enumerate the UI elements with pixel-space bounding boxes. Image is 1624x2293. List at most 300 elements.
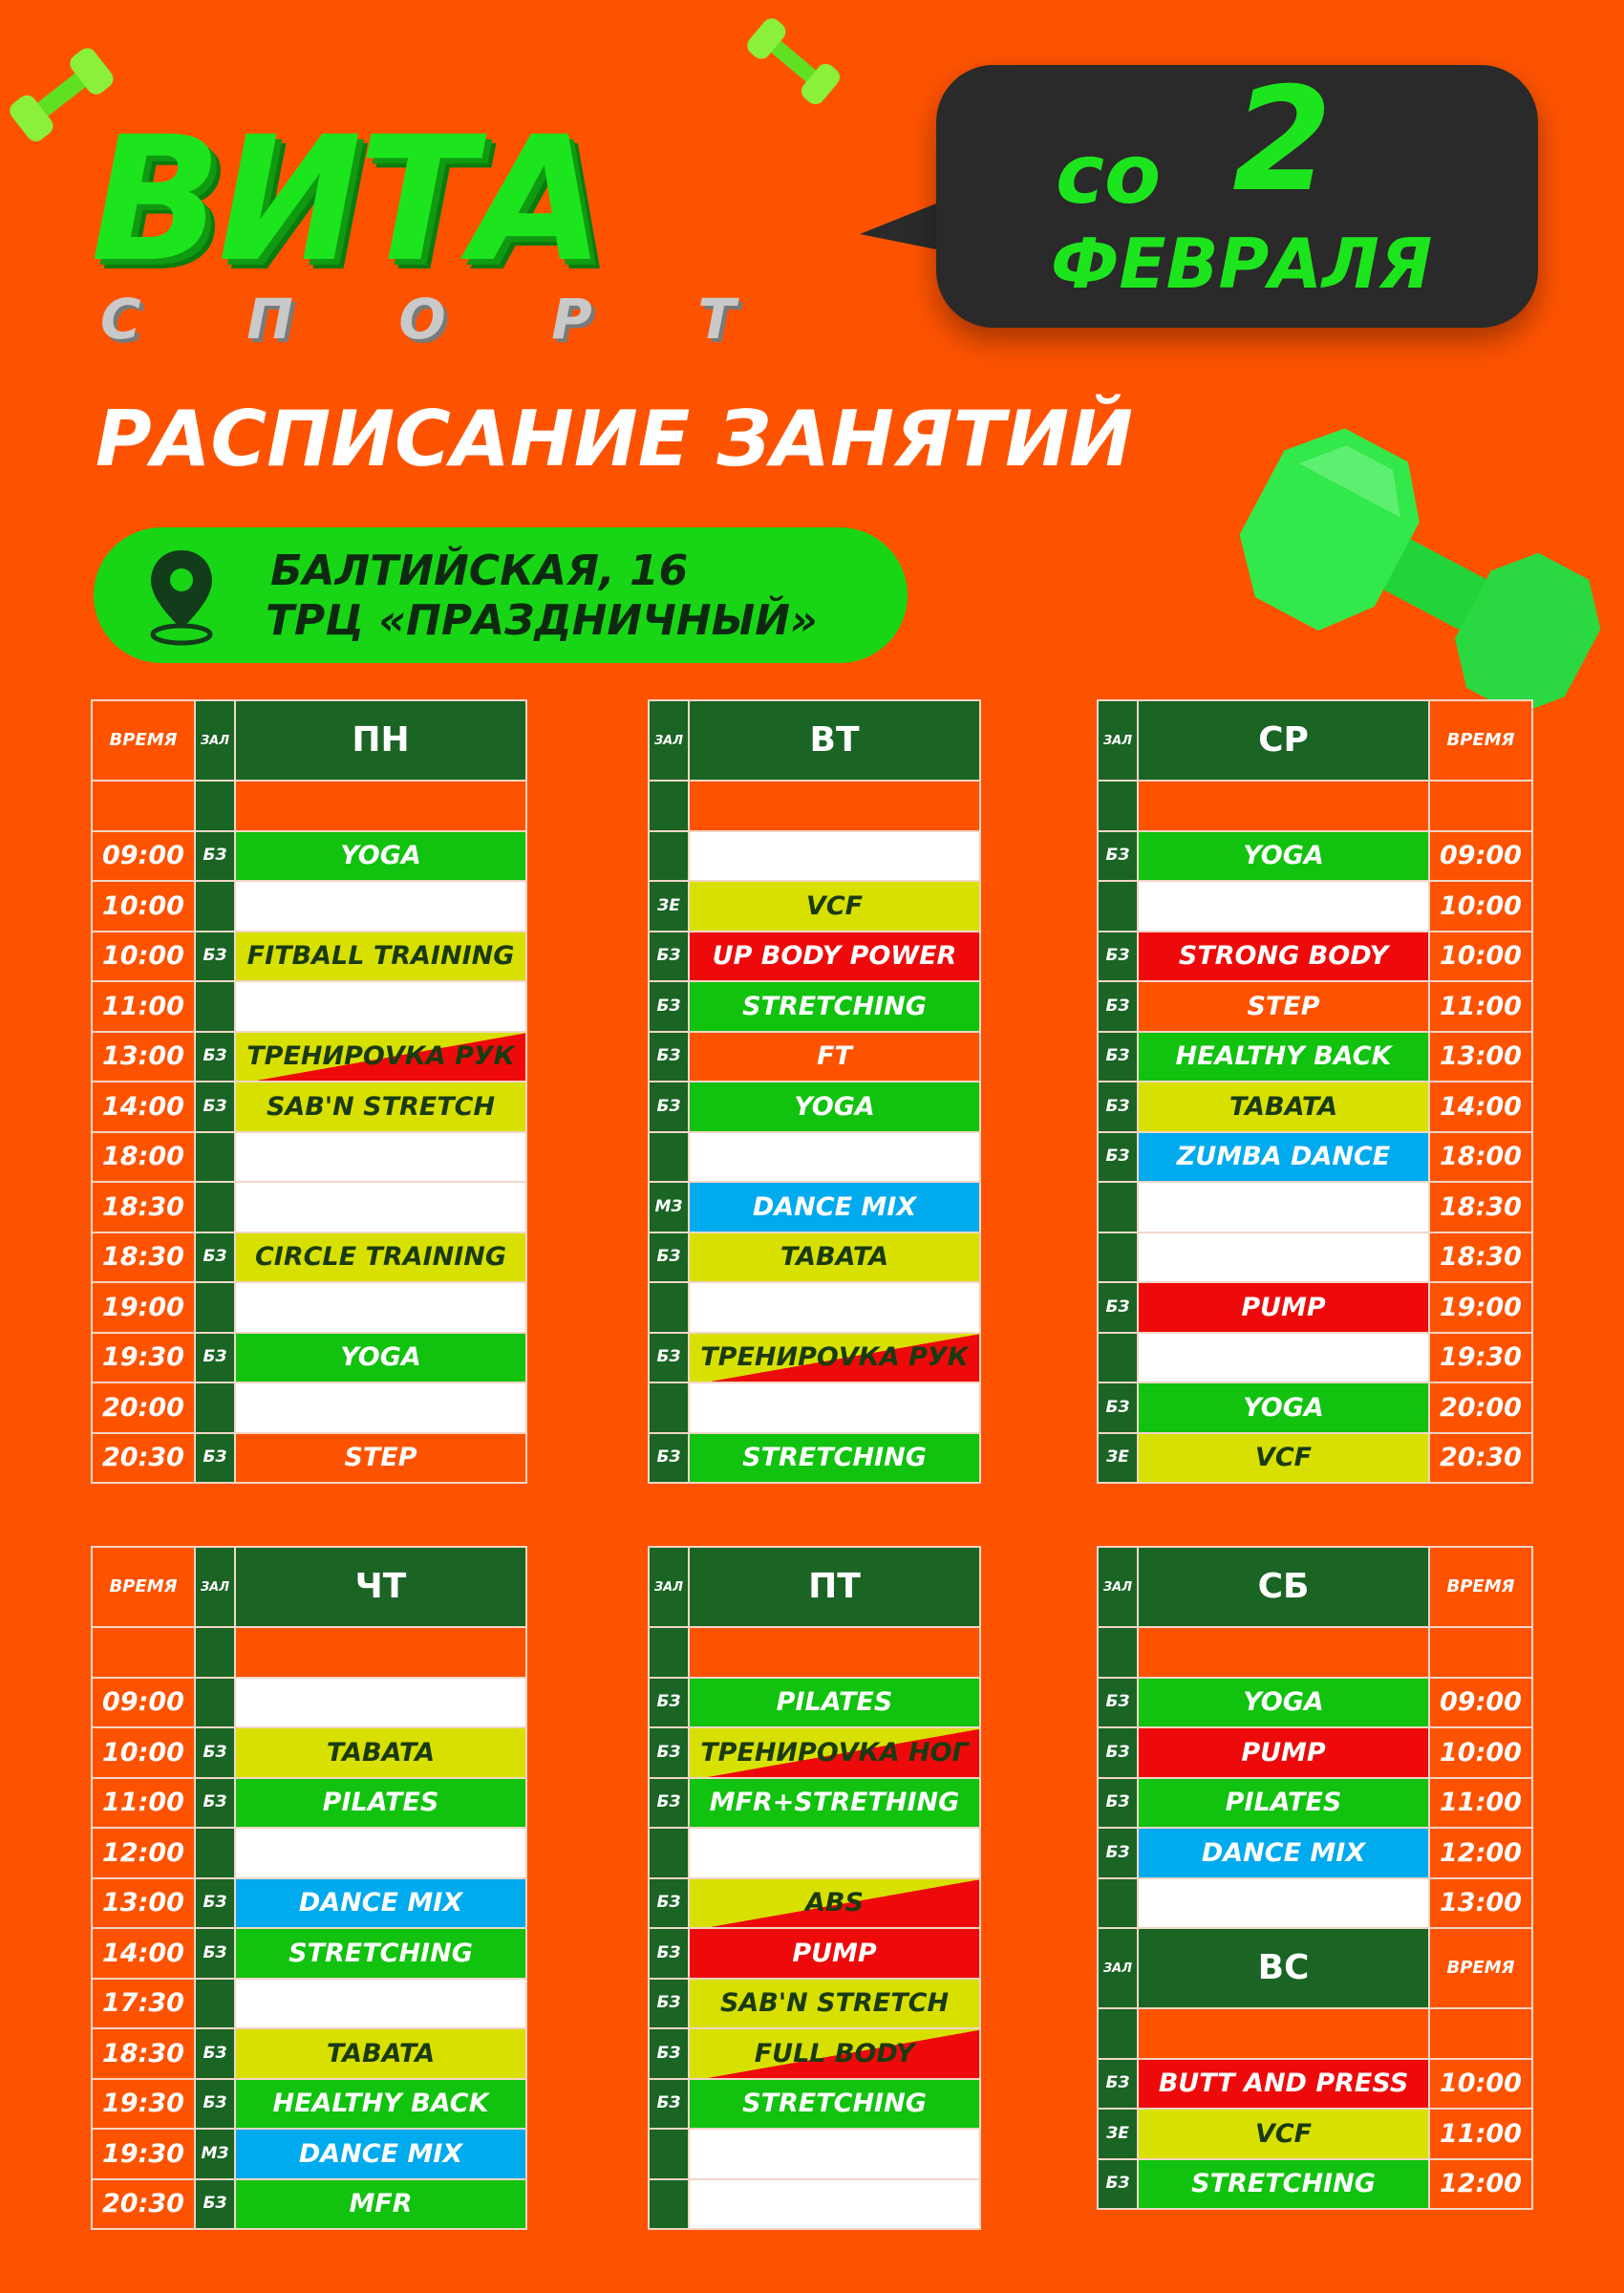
hall-cell: БЗ — [649, 1979, 689, 2029]
hall-cell — [195, 1627, 235, 1678]
time-column-label: ВРЕМЯ — [92, 700, 195, 781]
hall-cell: БЗ — [195, 1082, 235, 1132]
schedule-row — [649, 1433, 980, 1484]
class-cell — [1138, 1182, 1429, 1232]
class-cell: YOGA — [689, 1082, 980, 1132]
schedule-row — [92, 831, 526, 882]
time-cell: 10:00 — [92, 881, 195, 932]
class-cell: STRONG BODY — [1138, 932, 1429, 982]
class-cell — [235, 1382, 526, 1433]
time-cell: 18:30 — [1429, 1182, 1532, 1232]
class-cell: TABATA — [1138, 1082, 1429, 1132]
time-cell: 12:00 — [1429, 2159, 1532, 2210]
time-cell: 20:30 — [1429, 1433, 1532, 1484]
time-cell — [1429, 1627, 1532, 1678]
schedule-row — [649, 1382, 980, 1433]
schedule-row — [92, 1727, 526, 1778]
class-cell: ТРЕНИРОVКА РУК — [235, 1032, 526, 1082]
time-cell: 09:00 — [92, 1678, 195, 1728]
schedule-row — [92, 1182, 526, 1232]
logo-sport-letter: П — [246, 287, 293, 352]
time-cell: 13:00 — [1429, 1032, 1532, 1082]
schedule-row — [92, 2129, 526, 2179]
hall-cell: БЗ — [1098, 1678, 1138, 1728]
class-cell — [689, 1828, 980, 1878]
class-cell: FULL BODY — [689, 2028, 980, 2079]
time-column-label: ВРЕМЯ — [1429, 700, 1532, 781]
hall-cell — [195, 981, 235, 1032]
time-cell: 19:30 — [92, 1333, 195, 1383]
class-cell — [235, 1182, 526, 1232]
time-cell: 18:30 — [92, 1182, 195, 1232]
time-cell — [1429, 781, 1532, 831]
class-cell — [689, 1627, 980, 1678]
schedule-row — [92, 1928, 526, 1979]
class-cell: UP BODY POWER — [689, 932, 980, 982]
hall-cell: БЗ — [1098, 831, 1138, 882]
hall-cell — [195, 1132, 235, 1183]
schedule-row — [1098, 1828, 1532, 1878]
hall-cell: БЗ — [649, 1082, 689, 1132]
time-column-label: ВРЕМЯ — [92, 1547, 195, 1627]
hall-cell — [649, 1627, 689, 1678]
hall-cell: БЗ — [649, 1878, 689, 1929]
hall-cell: ЗЕ — [1098, 2109, 1138, 2159]
time-cell — [92, 781, 195, 831]
class-cell: ZUMBA DANCE — [1138, 1132, 1429, 1183]
time-cell: 17:30 — [92, 1979, 195, 2029]
time-column-label: ВРЕМЯ — [1429, 1928, 1532, 2008]
time-cell: 20:30 — [92, 2179, 195, 2230]
class-cell: DANCE MIX — [235, 1878, 526, 1929]
class-cell: SAB'N STRETCH — [689, 1979, 980, 2029]
class-cell — [689, 1282, 980, 1333]
schedule-row — [92, 1828, 526, 1878]
schedule-thursday — [91, 1546, 527, 2230]
class-cell: FITBALL TRAINING — [235, 932, 526, 982]
time-column-label: ВРЕМЯ — [1429, 1547, 1532, 1627]
hall-cell: БЗ — [1098, 1082, 1138, 1132]
class-cell: YOGA — [1138, 831, 1429, 882]
hall-cell: БЗ — [1098, 1132, 1138, 1183]
day-header: СБ — [1138, 1547, 1429, 1627]
hall-cell: БЗ — [649, 1433, 689, 1484]
hall-cell — [1098, 1333, 1138, 1383]
schedule-row — [92, 1232, 526, 1283]
class-cell: ТРЕНИРОVКА РУК — [689, 1333, 980, 1383]
time-cell: 10:00 — [1429, 2059, 1532, 2110]
class-cell: HEALTHY BACK — [235, 2079, 526, 2130]
logo-sport-letter: С — [100, 287, 141, 352]
time-cell: 10:00 — [92, 932, 195, 982]
class-cell: VCF — [689, 881, 980, 932]
hall-cell: БЗ — [195, 1727, 235, 1778]
hall-cell — [1098, 1627, 1138, 1678]
hall-cell: БЗ — [1098, 981, 1138, 1032]
hall-cell: МЗ — [195, 2129, 235, 2179]
time-cell: 10:00 — [92, 1727, 195, 1778]
schedule-row — [92, 1132, 526, 1183]
schedule-row — [649, 1132, 980, 1183]
hall-cell: ЗЕ — [649, 881, 689, 932]
schedule-row — [92, 1282, 526, 1333]
hall-column-label: ЗАЛ — [1098, 700, 1138, 781]
time-cell: 18:30 — [92, 2028, 195, 2079]
schedule-row — [649, 981, 980, 1032]
hall-cell — [195, 1182, 235, 1232]
class-cell: MFR — [235, 2179, 526, 2230]
hall-cell: БЗ — [1098, 2059, 1138, 2110]
schedule-row — [92, 1082, 526, 1132]
schedule-row — [92, 1878, 526, 1929]
hall-cell — [1098, 1878, 1138, 1929]
schedule-row — [649, 881, 980, 932]
bubble-prefix: со — [1056, 127, 1162, 223]
class-cell: YOGA — [235, 831, 526, 882]
time-cell: 20:00 — [92, 1382, 195, 1433]
time-cell: 09:00 — [1429, 831, 1532, 882]
class-cell — [689, 1132, 980, 1183]
hall-cell: БЗ — [195, 2179, 235, 2230]
schedule-row — [649, 1727, 980, 1778]
hall-cell — [649, 831, 689, 882]
class-cell: PUMP — [1138, 1727, 1429, 1778]
day-header: ВТ — [689, 700, 980, 781]
hall-cell — [1098, 1232, 1138, 1283]
class-cell: YOGA — [1138, 1678, 1429, 1728]
hall-cell: БЗ — [195, 1333, 235, 1383]
schedule-row — [92, 1778, 526, 1829]
class-cell — [1138, 781, 1429, 831]
class-cell: ТРЕНИРОVКА НОГ — [689, 1727, 980, 1778]
time-cell: 20:00 — [1429, 1382, 1532, 1433]
bubble-month: ФЕВРАЛЯ — [1051, 224, 1433, 304]
class-cell — [235, 1979, 526, 2029]
hall-cell — [195, 1282, 235, 1333]
hall-cell — [649, 1132, 689, 1183]
class-cell: ABS — [689, 1878, 980, 1929]
schedule-row — [1098, 1082, 1532, 1132]
time-cell: 11:00 — [92, 981, 195, 1032]
hall-cell: БЗ — [649, 2028, 689, 2079]
address-street: БАЛТИЙСКАЯ, 16 — [270, 546, 689, 595]
hall-cell: БЗ — [195, 1232, 235, 1283]
hall-cell: БЗ — [195, 831, 235, 882]
schedule-friday — [648, 1546, 981, 2230]
schedule-row — [1098, 981, 1532, 1032]
hall-cell: БЗ — [1098, 1282, 1138, 1333]
class-cell — [235, 1828, 526, 1878]
class-cell: YOGA — [235, 1333, 526, 1383]
class-cell: MFR+STRETHING — [689, 1778, 980, 1829]
hall-cell — [649, 2179, 689, 2230]
class-cell — [689, 1382, 980, 1433]
class-cell: DANCE MIX — [1138, 1828, 1429, 1878]
class-cell: STRETCHING — [689, 1433, 980, 1484]
schedule-row — [649, 1678, 980, 1728]
class-cell — [235, 1132, 526, 1183]
class-cell — [1138, 1333, 1429, 1383]
time-cell: 14:00 — [92, 1928, 195, 1979]
hall-column-label: ЗАЛ — [195, 1547, 235, 1627]
hall-cell: БЗ — [649, 932, 689, 982]
hall-cell — [195, 1382, 235, 1433]
class-cell — [689, 781, 980, 831]
schedule-row — [649, 1032, 980, 1082]
class-cell: STRETCHING — [235, 1928, 526, 1979]
class-cell: FT — [689, 1032, 980, 1082]
class-cell: STRETCHING — [689, 981, 980, 1032]
time-cell: 19:30 — [1429, 1333, 1532, 1383]
hall-cell: БЗ — [649, 1032, 689, 1082]
schedule-row — [92, 881, 526, 932]
schedule-row — [1098, 831, 1532, 882]
hall-cell: БЗ — [649, 981, 689, 1032]
hall-cell — [649, 1282, 689, 1333]
class-cell: PUMP — [689, 1928, 980, 1979]
schedule-row — [649, 781, 980, 831]
bubble-day: 2 — [1232, 57, 1333, 224]
time-cell — [92, 1627, 195, 1678]
class-cell — [1138, 1627, 1429, 1678]
hall-cell: БЗ — [195, 1778, 235, 1829]
location-pin-icon — [143, 546, 220, 647]
dumbbell-small-top-icon — [736, 10, 850, 115]
schedule-monday — [91, 699, 527, 1484]
hall-cell: БЗ — [649, 1678, 689, 1728]
class-cell: YOGA — [1138, 1382, 1429, 1433]
time-cell: 18:00 — [1429, 1132, 1532, 1183]
class-cell: PILATES — [235, 1778, 526, 1829]
hall-cell: БЗ — [195, 932, 235, 982]
class-cell: DANCE MIX — [235, 2129, 526, 2179]
schedule-row — [649, 2129, 980, 2179]
time-cell: 13:00 — [1429, 1878, 1532, 1929]
class-cell: PILATES — [689, 1678, 980, 1728]
day-header: СР — [1138, 700, 1429, 781]
time-cell: 11:00 — [92, 1778, 195, 1829]
schedule-row — [92, 981, 526, 1032]
hall-cell: БЗ — [649, 2079, 689, 2130]
class-cell — [235, 1678, 526, 1728]
logo-sport-letter: Т — [697, 287, 736, 352]
schedule-row — [649, 1182, 980, 1232]
time-cell: 10:00 — [1429, 1727, 1532, 1778]
hall-cell: БЗ — [1098, 2159, 1138, 2210]
hall-cell: БЗ — [1098, 932, 1138, 982]
time-cell: 18:30 — [1429, 1232, 1532, 1283]
schedule-row — [1098, 2109, 1532, 2159]
class-cell — [235, 981, 526, 1032]
day-header: ВС — [1138, 1928, 1429, 2008]
class-cell — [235, 781, 526, 831]
hall-cell — [195, 781, 235, 831]
time-cell: 11:00 — [1429, 981, 1532, 1032]
hall-column-label: ЗАЛ — [649, 1547, 689, 1627]
hall-cell — [195, 1828, 235, 1878]
class-cell — [689, 831, 980, 882]
class-cell: STEP — [1138, 981, 1429, 1032]
address-badge — [94, 527, 908, 663]
class-cell — [689, 2129, 980, 2179]
schedule-row — [649, 1778, 980, 1829]
class-cell: PUMP — [1138, 1282, 1429, 1333]
hall-cell: БЗ — [195, 1878, 235, 1929]
schedule-wednesday — [1097, 699, 1533, 1484]
time-cell: 11:00 — [1429, 1778, 1532, 1829]
hall-cell: БЗ — [649, 1232, 689, 1283]
time-cell: 19:00 — [1429, 1282, 1532, 1333]
hall-column-label: ЗАЛ — [1098, 1928, 1138, 2008]
schedule-row — [649, 2079, 980, 2130]
hall-cell: БЗ — [195, 2028, 235, 2079]
hall-cell — [649, 2129, 689, 2179]
class-cell: TABATA — [235, 1727, 526, 1778]
class-cell: CIRCLE TRAINING — [235, 1232, 526, 1283]
schedule-row — [649, 1333, 980, 1383]
time-cell: 11:00 — [1429, 2109, 1532, 2159]
schedule-row — [92, 2079, 526, 2130]
schedule-row — [92, 1333, 526, 1383]
hall-cell: БЗ — [1098, 1828, 1138, 1878]
schedule-row — [1098, 1282, 1532, 1333]
schedule-row — [92, 1433, 526, 1484]
schedule-row — [649, 1082, 980, 1132]
hall-cell: БЗ — [1098, 1727, 1138, 1778]
hall-cell — [649, 1828, 689, 1878]
schedule-row — [92, 932, 526, 982]
day-header: ПТ — [689, 1547, 980, 1627]
schedule-row — [1098, 2159, 1532, 2210]
schedule-row — [649, 1232, 980, 1283]
hall-cell — [649, 1382, 689, 1433]
time-cell: 19:00 — [92, 1282, 195, 1333]
schedule-row — [1098, 1678, 1532, 1728]
time-cell: 18:30 — [92, 1232, 195, 1283]
hall-cell — [195, 1678, 235, 1728]
schedule-row — [1098, 1433, 1532, 1484]
time-cell: 14:00 — [92, 1082, 195, 1132]
class-cell — [235, 1282, 526, 1333]
schedule-row — [1098, 2008, 1532, 2059]
hall-cell: БЗ — [195, 1433, 235, 1484]
class-cell: VCF — [1138, 1433, 1429, 1484]
schedule-row — [649, 2179, 980, 2230]
hall-cell — [1098, 1182, 1138, 1232]
class-cell — [689, 2179, 980, 2230]
class-cell: TABATA — [235, 2028, 526, 2079]
schedule-row — [92, 1382, 526, 1433]
schedule-row — [1098, 1032, 1532, 1082]
hall-cell: БЗ — [649, 1727, 689, 1778]
schedule-row — [92, 1032, 526, 1082]
schedule-row — [1098, 1382, 1532, 1433]
hall-cell — [1098, 781, 1138, 831]
schedule-row — [1098, 1333, 1532, 1383]
time-cell: 19:30 — [92, 2129, 195, 2179]
class-cell: PILATES — [1138, 1778, 1429, 1829]
logo-vita: ВИТА — [91, 100, 601, 300]
schedule-row — [649, 1282, 980, 1333]
time-cell: 14:00 — [1429, 1082, 1532, 1132]
hall-cell: БЗ — [195, 2079, 235, 2130]
hall-column-label: ЗАЛ — [649, 700, 689, 781]
schedule-weekend — [1097, 1546, 1533, 2210]
schedule-row — [1098, 932, 1532, 982]
time-cell: 19:30 — [92, 2079, 195, 2130]
hall-cell: БЗ — [1098, 1382, 1138, 1433]
class-cell — [1138, 2008, 1429, 2059]
time-cell: 12:00 — [92, 1828, 195, 1878]
class-cell: STRETCHING — [689, 2079, 980, 2130]
time-cell: 09:00 — [92, 831, 195, 882]
hall-cell: БЗ — [1098, 1778, 1138, 1829]
schedule-row — [92, 2179, 526, 2230]
schedule-row — [92, 1979, 526, 2029]
schedule-row — [92, 2028, 526, 2079]
time-cell — [1429, 2008, 1532, 2059]
hall-cell: БЗ — [649, 1333, 689, 1383]
class-cell — [235, 1627, 526, 1678]
dumbbell-large-icon — [1204, 420, 1624, 726]
time-cell: 18:00 — [92, 1132, 195, 1183]
logo-sport-letter: Р — [551, 287, 592, 352]
schedule-row — [649, 2028, 980, 2079]
schedule-row — [649, 1878, 980, 1929]
schedule-row — [649, 1979, 980, 2029]
schedule-row — [1098, 1778, 1532, 1829]
hall-cell — [195, 1979, 235, 2029]
class-cell: HEALTHY BACK — [1138, 1032, 1429, 1082]
schedule-row — [649, 1627, 980, 1678]
day-header: ЧТ — [235, 1547, 526, 1627]
class-cell: BUTT AND PRESS — [1138, 2059, 1429, 2110]
hall-cell: БЗ — [1098, 1032, 1138, 1082]
hall-cell — [649, 781, 689, 831]
class-cell — [1138, 1232, 1429, 1283]
class-cell: DANCE MIX — [689, 1182, 980, 1232]
schedule-row — [1098, 1132, 1532, 1183]
schedule-row — [92, 1627, 526, 1678]
time-cell: 09:00 — [1429, 1678, 1532, 1728]
schedule-row — [1098, 1232, 1532, 1283]
hall-cell: БЗ — [649, 1778, 689, 1829]
time-cell: 10:00 — [1429, 932, 1532, 982]
schedule-row — [1098, 881, 1532, 932]
time-cell: 10:00 — [1429, 881, 1532, 932]
class-cell: VCF — [1138, 2109, 1429, 2159]
time-cell: 12:00 — [1429, 1828, 1532, 1878]
schedule-row — [1098, 781, 1532, 831]
schedule-row — [92, 781, 526, 831]
time-cell: 13:00 — [92, 1032, 195, 1082]
hall-cell: МЗ — [649, 1182, 689, 1232]
time-cell: 20:30 — [92, 1433, 195, 1484]
schedule-row — [92, 1678, 526, 1728]
hall-cell: БЗ — [195, 1928, 235, 1979]
class-cell — [1138, 881, 1429, 932]
schedule-row — [649, 831, 980, 882]
logo-sport-letter: О — [398, 287, 446, 352]
schedule-row — [1098, 1182, 1532, 1232]
schedule-row — [1098, 2059, 1532, 2110]
schedule-row — [1098, 1878, 1532, 1929]
class-cell — [235, 881, 526, 932]
hall-column-label: ЗАЛ — [195, 700, 235, 781]
class-cell: TABATA — [689, 1232, 980, 1283]
hall-cell — [1098, 2008, 1138, 2059]
hall-cell: ЗЕ — [1098, 1433, 1138, 1484]
